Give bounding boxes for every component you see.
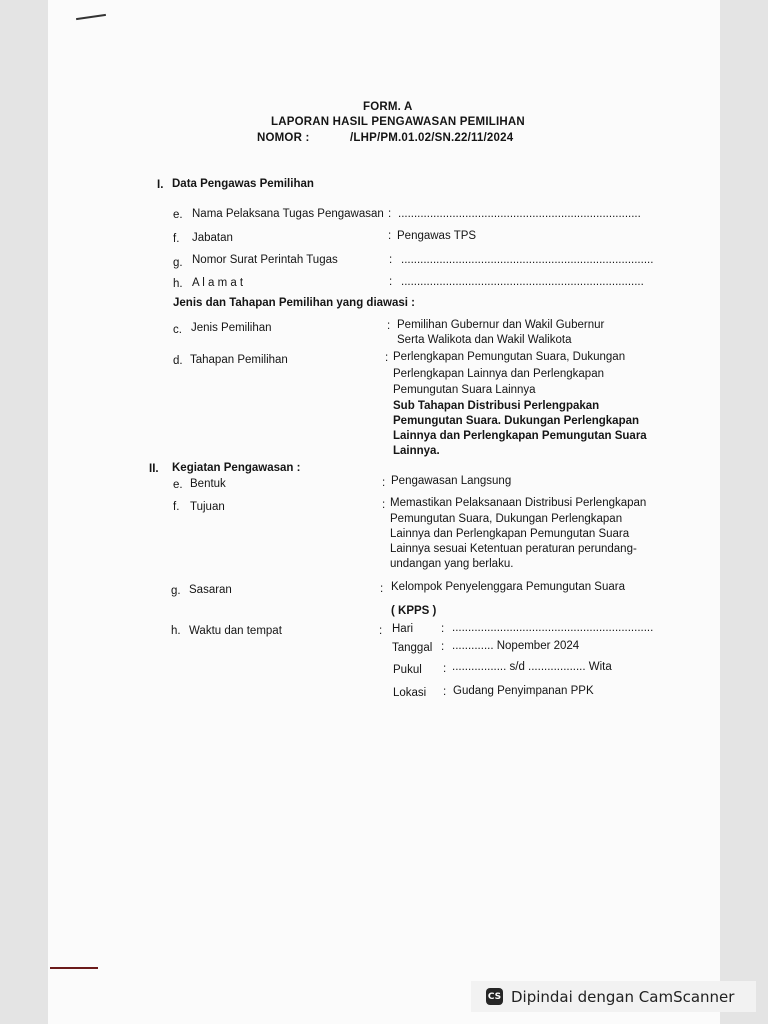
item-letter: f. <box>173 501 180 513</box>
sasaran-kpps: ( KPPS ) <box>391 605 437 617</box>
colon: : <box>443 663 447 675</box>
tahapan-pemilihan-label: Tahapan Pemilihan <box>190 354 288 366</box>
item-letter: e. <box>173 209 183 221</box>
colon: : <box>388 230 392 242</box>
jenis-tahapan-heading: Jenis dan Tahapan Pemilihan yang diawasi : <box>173 297 415 309</box>
pukul-label: Pukul <box>393 664 422 676</box>
colon: : <box>389 254 393 266</box>
sasaran-label: Sasaran <box>189 584 232 596</box>
bentuk-label: Bentuk <box>190 478 226 490</box>
hari-label: Hari <box>392 623 414 635</box>
section1-title: Data Pengawas Pemilihan <box>172 178 314 190</box>
colon: : <box>389 276 393 288</box>
watermark-text: Dipindai dengan CamScanner <box>511 987 735 1006</box>
tujuan-line: Pemungutan Suara, Dukungan Perlengkapan <box>390 513 623 525</box>
colon: : <box>379 625 383 637</box>
sub-tahapan-line: Lainnya dan Perlengkapan Pemungutan Suara <box>393 430 647 442</box>
colon: : <box>443 686 447 698</box>
lokasi-label: Lokasi <box>393 687 427 699</box>
pukul-value: ................. s/d .................. Wita <box>452 661 612 673</box>
nama-pelaksana-label: Nama Pelaksana Tugas Pengawasan <box>192 208 384 220</box>
sub-tahapan-line: Pemungutan Suara. Dukungan Perlengkapan <box>393 415 640 427</box>
tujuan-line: Lainnya dan Perlengkapan Pemungutan Suara <box>390 528 630 540</box>
bentuk-value: Pengawasan Langsung <box>391 475 512 487</box>
nama-pelaksana-value: ............................................................................ <box>398 208 641 220</box>
colon: : <box>382 477 386 489</box>
colon: : <box>441 623 445 635</box>
nomor-surat-label: Nomor Surat Perintah Tugas <box>192 254 338 266</box>
jenis-line: Serta Walikota dan Wakil Walikota <box>397 334 572 346</box>
tujuan-line: Memastikan Pelaksanaan Distribusi Perlengkapan <box>390 497 647 509</box>
tanggal-value: ............. Nopember 2024 <box>452 640 580 652</box>
sub-tahapan-line: Lainnya. <box>393 445 440 457</box>
tanggal-label: Tanggal <box>392 642 433 654</box>
item-letter: e. <box>173 479 183 491</box>
form-label: FORM. A <box>363 101 413 113</box>
alamat-label: A l a m a t <box>192 277 244 289</box>
colon: : <box>387 320 391 332</box>
tahapan-line: Perlengkapan Pemungutan Suara, Dukungan <box>393 351 626 363</box>
section2-title: Kegiatan Pengawasan : <box>172 462 301 474</box>
sub-tahapan-line: Sub Tahapan Distribusi Perlengpakan <box>393 400 600 412</box>
colon: : <box>441 641 445 653</box>
section2-number: II. <box>149 463 159 475</box>
nomor-label: NOMOR : <box>257 132 310 144</box>
section1-number: I. <box>157 179 164 191</box>
scan-mark-bottom <box>50 967 98 969</box>
item-letter: g. <box>171 585 181 597</box>
camscanner-watermark <box>471 981 756 1012</box>
sasaran-line: Kelompok Penyelenggara Pemungutan Suara <box>391 581 625 593</box>
waktu-tempat-label: Waktu dan tempat <box>189 625 282 637</box>
colon: : <box>382 499 386 511</box>
jabatan-value: Pengawas TPS <box>397 230 477 242</box>
jenis-line: Pemilihan Gubernur dan Wakil Gubernur <box>397 319 605 331</box>
nomor-value: /LHP/PM.01.02/SN.22/11/2024 <box>350 132 514 144</box>
item-letter: h. <box>173 278 183 290</box>
colon: : <box>380 583 384 595</box>
colon: : <box>388 208 392 220</box>
alamat-value: ............................................................................ <box>401 276 644 288</box>
item-letter: f. <box>173 233 180 245</box>
camscanner-logo-icon: CS <box>486 988 503 1005</box>
tahapan-line: Pemungutan Suara Lainnya <box>393 384 536 396</box>
jenis-pemilihan-label: Jenis Pemilihan <box>191 322 272 334</box>
nomor-surat-value: ............................................................................... <box>401 254 654 266</box>
lokasi-value: Gudang Penyimpanan PPK <box>453 685 594 697</box>
tahapan-line: Perlengkapan Lainnya dan Perlengkapan <box>393 368 604 380</box>
document-title: LAPORAN HASIL PENGAWASAN PEMILIHAN <box>271 116 525 128</box>
item-letter: g. <box>173 257 183 269</box>
tujuan-line: Lainnya sesuai Ketentuan peraturan perundang- <box>390 543 637 555</box>
colon: : <box>385 352 389 364</box>
jabatan-label: Jabatan <box>192 232 233 244</box>
tujuan-line: undangan yang berlaku. <box>390 558 514 570</box>
item-letter: h. <box>171 625 181 637</box>
item-letter: c. <box>173 324 182 336</box>
tujuan-label: Tujuan <box>190 501 225 513</box>
hari-value: ............................................................... <box>452 622 654 634</box>
item-letter: d. <box>173 355 183 367</box>
